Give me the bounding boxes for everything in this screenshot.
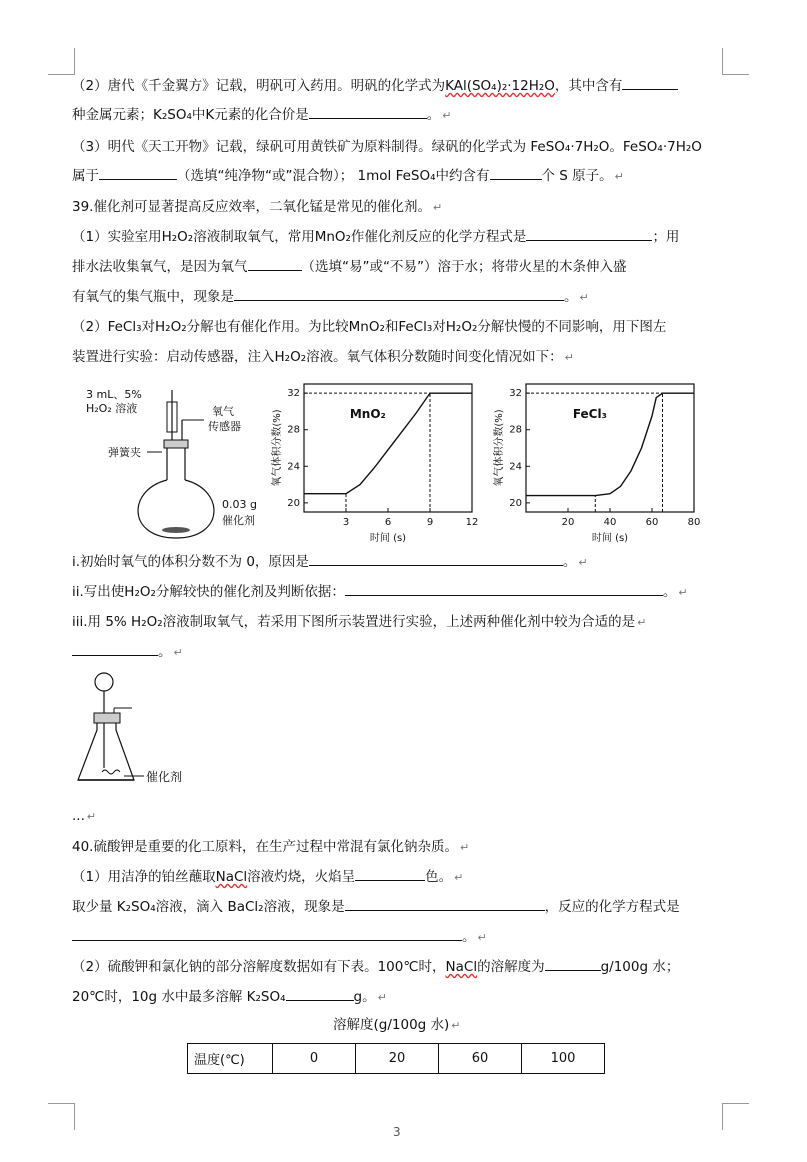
q39-1-line2 xyxy=(72,258,626,276)
label-catalyst: 催化剂 xyxy=(146,770,183,784)
page-corner-mark xyxy=(48,48,75,75)
text: 。 xyxy=(462,929,476,945)
series-line xyxy=(526,393,694,495)
answer-blank[interactable] xyxy=(345,583,663,596)
text: 溶解度(g/100g 水) xyxy=(333,1017,450,1033)
x-tick-label: 3 xyxy=(342,517,350,528)
table-cell: 20 xyxy=(356,1044,439,1074)
text: （1）用洁净的铂丝蘸取 xyxy=(72,869,216,885)
y-axis-label: 氧气体积分数(%) xyxy=(272,409,283,487)
text: 排水法收集氧气，是因为氧气 xyxy=(72,259,248,275)
text: 39.催化剂可显著提高反应效率，二氧化锰是常见的催化剂。 xyxy=(72,199,431,215)
chart-mno2 xyxy=(268,378,480,543)
paragraph-mark-icon: ↵ xyxy=(454,871,464,884)
text: 色。 xyxy=(425,869,453,885)
label-catalyst: 0.03 g xyxy=(222,498,257,511)
q39-2-line2 xyxy=(72,348,574,367)
x-tick-label: 80 xyxy=(687,517,701,528)
text: （2）FeCl₃对H₂O₂分解也有催化作用。为比较MnO₂和FeCl₃对H₂O₂分解快慢的不同影响，用下图左 xyxy=(72,319,667,335)
text: 装置进行实验：启动传感器，注入H₂O₂溶液。氧气体积分数随时间变化情况如下： xyxy=(72,349,563,365)
q38-2-line2 xyxy=(72,106,451,125)
text: （3）明代《天工开物》记载，绿矾可用黄铁矿为原料制得。绿矾的化学式为 FeSO₄·7H₂O。FeSO₄·7H₂O xyxy=(72,139,702,155)
q39-1-line1 xyxy=(72,228,679,246)
answer-blank[interactable] xyxy=(72,643,158,656)
q39-iii-answer xyxy=(72,643,183,662)
text: 20℃时，10g 水中最多溶解 K₂SO₄ xyxy=(72,989,286,1005)
series-line xyxy=(304,393,472,494)
answer-blank[interactable] xyxy=(309,553,563,566)
text: 。 xyxy=(426,107,441,123)
q38-2-line1 xyxy=(72,77,678,95)
x-tick-label: 40 xyxy=(603,517,617,528)
text: 。 xyxy=(564,289,578,305)
text: （2）唐代《千金翼方》记载，明矾可入药用。明矾的化学式为 xyxy=(72,78,446,94)
paragraph-mark-icon: ↵ xyxy=(678,586,688,599)
text: （选填“纯净物“或”混合物）； 1mol FeSO₄中约含有 xyxy=(177,168,490,184)
text: 溶液灼烧，火焰呈 xyxy=(247,869,356,885)
text: 。 xyxy=(158,644,172,660)
answer-blank[interactable] xyxy=(72,928,462,941)
answer-blank[interactable] xyxy=(248,258,302,271)
q40-title xyxy=(72,838,469,857)
ellipsis xyxy=(72,807,96,826)
formula: NaCl xyxy=(215,869,248,885)
q39-i xyxy=(72,553,588,572)
q39-iii xyxy=(72,613,646,632)
paragraph-mark-icon: ↵ xyxy=(377,991,387,1004)
paragraph-mark-icon: ↵ xyxy=(459,841,470,854)
y-tick-label: 20 xyxy=(287,497,300,509)
paragraph-mark-icon: ↵ xyxy=(432,201,443,214)
page-number xyxy=(393,1123,401,1141)
table-cell: 100 xyxy=(522,1044,605,1074)
answer-blank[interactable] xyxy=(355,868,425,881)
table-caption xyxy=(333,1016,461,1035)
q40-1-line1 xyxy=(72,868,463,887)
y-tick-label: 32 xyxy=(509,388,522,400)
answer-blank[interactable] xyxy=(490,167,542,180)
q40-1-line2 xyxy=(72,898,680,916)
flask-diagram xyxy=(72,668,222,798)
text: ... xyxy=(72,808,85,824)
text: 个 S 原子。 xyxy=(541,168,613,184)
paragraph-mark-icon: ↵ xyxy=(579,291,589,304)
y-tick-label: 32 xyxy=(287,388,300,400)
paragraph-mark-icon: ↵ xyxy=(614,170,624,183)
answer-blank[interactable] xyxy=(622,77,678,90)
y-tick-label: 24 xyxy=(287,461,300,473)
paragraph-mark-icon: ↵ xyxy=(564,351,574,364)
table-cell: 0 xyxy=(273,1044,356,1074)
text: ，其中含有 xyxy=(554,78,623,94)
table-row xyxy=(188,1044,605,1074)
text: 种金属元素；K₂SO₄中K元素的化合价是 xyxy=(72,107,309,123)
label-solution: H₂O₂ 溶液 xyxy=(86,402,138,415)
y-axis-label: 氧气体积分数(%) xyxy=(494,409,505,487)
q38-3-line1 xyxy=(72,138,702,156)
y-tick-label: 28 xyxy=(509,424,522,436)
x-tick-label: 60 xyxy=(645,517,659,528)
q40-1-line3 xyxy=(72,928,487,947)
text: 40.硫酸钾是重要的化工原料，在生产过程中常混有氯化钠杂质。 xyxy=(72,839,458,855)
q40-2-line2 xyxy=(72,988,387,1007)
text: iii.用 5% H₂O₂溶液制取氧气，若采用下图所示装置进行实验，上述两种催化剂中较为合适的是 xyxy=(72,614,636,630)
solubility-table xyxy=(187,1043,605,1074)
q40-2-line1 xyxy=(72,958,679,976)
apparatus-diagram xyxy=(72,380,272,540)
text: g/100g 水； xyxy=(600,959,680,975)
x-axis-label: 时间 (s) xyxy=(591,533,629,543)
paragraph-mark-icon: ↵ xyxy=(86,810,97,823)
x-tick-label: 6 xyxy=(384,517,392,528)
answer-blank[interactable] xyxy=(99,167,177,180)
page-corner-mark xyxy=(722,1103,749,1130)
text: ；用 xyxy=(652,229,680,245)
answer-blank[interactable] xyxy=(234,288,564,301)
page-corner-mark xyxy=(722,48,749,75)
paragraph-mark-icon: ↵ xyxy=(442,109,452,122)
x-tick-label: 9 xyxy=(426,517,434,528)
x-tick-label: 20 xyxy=(561,517,575,528)
y-tick-label: 20 xyxy=(509,497,522,509)
page-corner-mark xyxy=(48,1103,75,1130)
paragraph-mark-icon: ↵ xyxy=(578,556,588,569)
answer-blank[interactable] xyxy=(526,228,652,241)
text: i.初始时氧气的体积分数不为 0，原因是 xyxy=(72,554,309,570)
text: 3 xyxy=(393,1125,401,1139)
paragraph-mark-icon: ↵ xyxy=(477,931,487,944)
answer-blank[interactable] xyxy=(309,106,427,119)
chart-fecl3 xyxy=(490,378,702,543)
text: 。 xyxy=(662,584,677,600)
text: （2）硫酸钾和氯化钠的部分溶解度数据如有下表。100℃时， xyxy=(72,959,446,975)
label-clip: 弹簧夹 xyxy=(108,446,141,459)
y-tick-label: 24 xyxy=(509,461,522,473)
label-sensor: 氧气 xyxy=(212,405,234,418)
label-solution: 3 mL、5% xyxy=(86,388,142,401)
text: 取少量 K₂SO₄溶液，滴入 BaCl₂溶液，现象是 xyxy=(72,899,345,915)
formula: NaCl xyxy=(445,959,478,975)
text: （选填“易”或“不易”）溶于水；将带火星的木条伸入盛 xyxy=(301,259,627,275)
q39-2-line1 xyxy=(72,318,666,336)
text: 。 xyxy=(562,554,577,570)
text: ，反应的化学方程式是 xyxy=(544,899,680,915)
answer-blank[interactable] xyxy=(545,958,601,971)
text: （1）实验室用H₂O₂溶液制取氧气，常用MnO₂作催化剂反应的化学方程式是 xyxy=(72,229,527,245)
answer-blank[interactable] xyxy=(345,898,545,911)
formula: KAl(SO₄)₂·12H₂O xyxy=(445,78,555,94)
label-catalyst: 催化剂 xyxy=(222,514,255,527)
q39-1-line3 xyxy=(72,288,589,307)
text: 属于 xyxy=(72,168,99,184)
q39-title xyxy=(72,198,442,217)
y-tick-label: 28 xyxy=(287,424,300,436)
text: g。 xyxy=(353,989,376,1005)
text: 的溶解度为 xyxy=(477,959,545,975)
paragraph-mark-icon: ↵ xyxy=(173,646,183,659)
q39-ii xyxy=(72,583,688,602)
chart-title: MnO₂ xyxy=(349,407,386,421)
answer-blank[interactable] xyxy=(286,988,354,1001)
label-sensor: 传感器 xyxy=(208,420,241,433)
paragraph-mark-icon: ↵ xyxy=(451,1019,461,1032)
table-cell: 温度(℃) xyxy=(188,1044,273,1074)
q38-3-line2 xyxy=(72,167,624,186)
chart-title: FeCl₃ xyxy=(572,407,607,421)
x-tick-label: 12 xyxy=(465,517,479,528)
table-cell: 60 xyxy=(439,1044,522,1074)
paragraph-mark-icon: ↵ xyxy=(637,616,647,629)
text: 有氧气的集气瓶中，现象是 xyxy=(72,289,234,305)
plot-frame xyxy=(526,384,694,512)
x-axis-label: 时间 (s) xyxy=(369,533,407,543)
text: ii.写出使H₂O₂分解较快的催化剂及判断依据： xyxy=(72,584,345,600)
plot-frame xyxy=(304,384,472,512)
